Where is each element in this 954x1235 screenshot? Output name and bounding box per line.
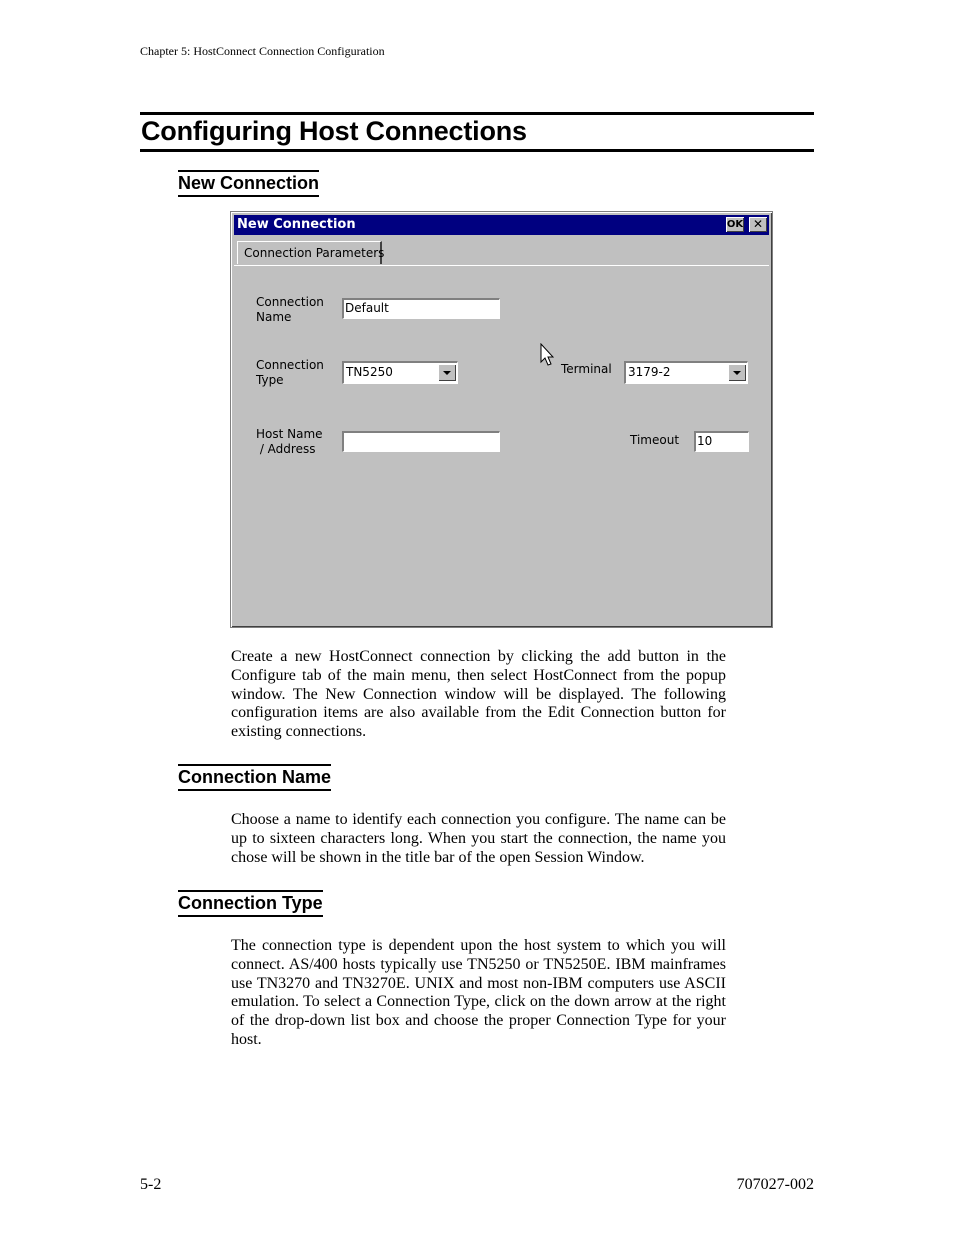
connection-name-field[interactable]: Default <box>342 298 500 319</box>
host-label-line1: Host Name <box>256 427 323 441</box>
tab-label: Connection Parameters <box>244 246 385 260</box>
chevron-down-icon[interactable] <box>728 364 746 381</box>
new-connection-dialog <box>230 211 773 628</box>
connection-name-label-line1: Connection <box>256 295 324 309</box>
connection-name-label <box>256 295 324 325</box>
dialog-titlebar <box>234 215 769 235</box>
connection-type-label <box>256 358 324 388</box>
connection-type-select[interactable] <box>342 361 458 384</box>
section-heading-new-connection: New Connection <box>178 170 319 197</box>
mouse-pointer-icon <box>540 343 554 367</box>
host-address-label <box>256 427 323 457</box>
document-number: 707027-002 <box>736 1176 814 1193</box>
terminal-select[interactable] <box>624 361 748 384</box>
section-heading-connection-type: Connection Type <box>178 890 323 917</box>
connection-name-label-line2: Name <box>256 310 292 324</box>
page-number: 5-2 <box>140 1176 162 1193</box>
terminal-label: Terminal <box>561 362 612 376</box>
connection-name-paragraph: Choose a name to identify each connection you configure. The name can be up to sixteen characters long. When you start the connection, the name you chose will be shown in the title bar of the open Session Window. <box>231 811 726 866</box>
page-title-rule <box>140 112 814 152</box>
dialog-title: New Connection <box>237 217 356 232</box>
timeout-label: Timeout <box>630 433 680 447</box>
timeout-field[interactable]: 10 <box>694 431 749 452</box>
host-address-field[interactable] <box>342 431 500 452</box>
close-icon[interactable]: ✕ <box>749 217 767 232</box>
connection-type-label-line1: Connection <box>256 358 324 372</box>
tab-connection-parameters[interactable] <box>237 241 385 264</box>
connection-type-label-line2: Type <box>256 373 284 387</box>
chevron-down-icon[interactable] <box>438 364 456 381</box>
tab-row <box>234 238 769 266</box>
host-label-line2: / Address <box>256 442 316 456</box>
page-title: Configuring Host Connections <box>141 116 527 146</box>
new-connection-paragraph: Create a new HostConnect connection by clicking the add button in the Configure tab of the main menu, then select HostConnect from the popup window. The New Connection window will be displayed. The following configuration items are also available from the Edit Connection button for existing connections. <box>231 648 726 741</box>
ok-button[interactable]: OK <box>726 219 744 230</box>
connection-type-paragraph: The connection type is dependent upon the host system to which you will connect. AS/400 hosts typically use TN5250 or TN5250E. IBM mainframes use TN3270 and TN3270E. UNIX and most non-IBM computers use ASCII emulation. To select a Connection Type, click on the down arrow at the right of the drop-down list box and choose the proper Connection Type for your host. <box>231 937 726 1048</box>
connection-type-value: TN5250 <box>346 365 393 379</box>
running-header: Chapter 5: HostConnect Connection Configuration <box>140 44 385 58</box>
terminal-value: 3179-2 <box>628 365 671 379</box>
section-heading-connection-name: Connection Name <box>178 764 331 791</box>
